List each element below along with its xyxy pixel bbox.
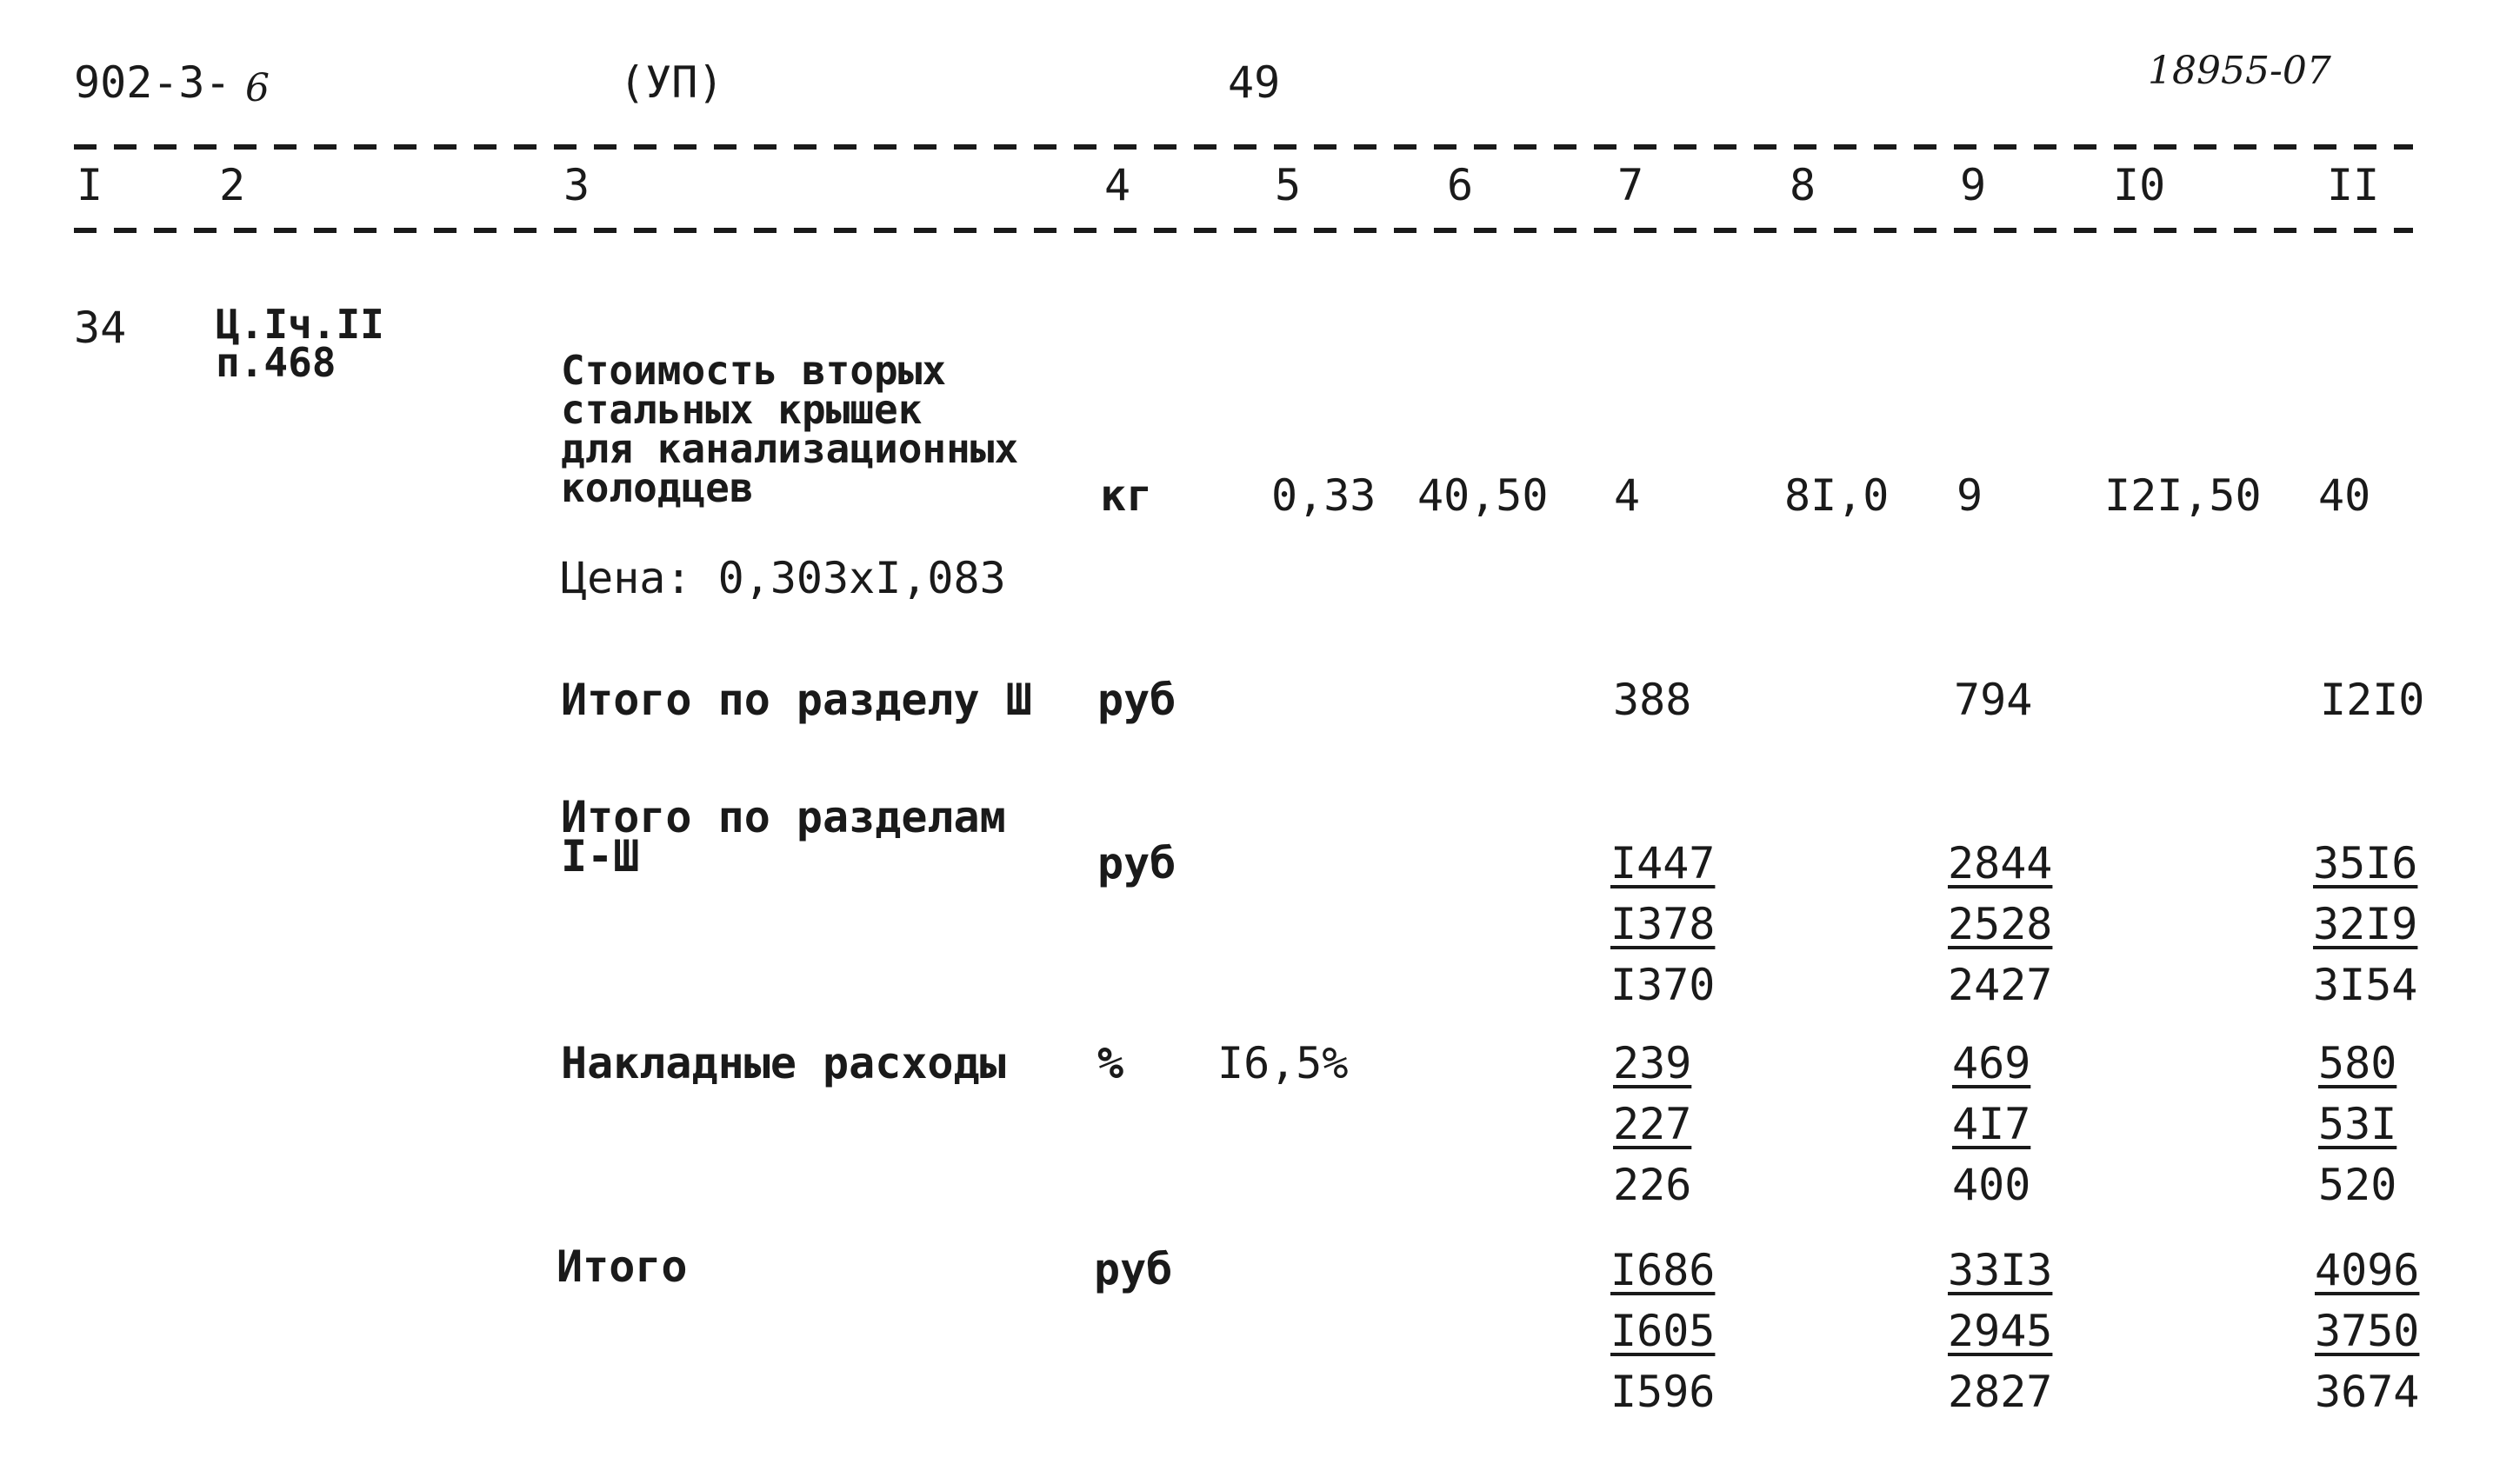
item-c8: 8I,0 bbox=[1784, 470, 1890, 521]
item-c11: 40 bbox=[2318, 470, 2371, 521]
total-sections-c11-line1: 35I6 bbox=[2313, 838, 2418, 888]
grand-total-c11-line2: 3750 bbox=[2315, 1306, 2420, 1356]
doc-code: 902-3- bbox=[74, 57, 231, 108]
page-number: 49 bbox=[1228, 57, 1281, 108]
total-sections-label: Итого по разделам I-Ш bbox=[561, 792, 1006, 882]
overhead-c9-line1: 469 bbox=[1952, 1038, 2031, 1088]
total-sections-c11-line2: 32I9 bbox=[2313, 899, 2418, 949]
column-header-2: 2 bbox=[219, 160, 246, 210]
column-header-8: 8 bbox=[1790, 160, 1816, 210]
column-header-11: II bbox=[2327, 160, 2380, 210]
item-quantity: 0,33 bbox=[1271, 470, 1376, 521]
total-sections-c9-line3: 2427 bbox=[1948, 960, 2053, 1010]
item-unit: кг bbox=[1100, 470, 1153, 521]
overhead-label: Накладные расходы bbox=[561, 1038, 1006, 1088]
column-header-9: 9 bbox=[1960, 160, 1987, 210]
grand-total-c7-line2: I605 bbox=[1610, 1306, 1716, 1356]
grand-total-c7-line3: I596 bbox=[1610, 1367, 1716, 1417]
total-sections-c7-line3: I370 bbox=[1610, 960, 1716, 1010]
total-sections-c7-line1: I447 bbox=[1610, 838, 1716, 888]
overhead-c9-line3: 400 bbox=[1952, 1160, 2031, 1210]
total-section-c11: I2I0 bbox=[2320, 675, 2425, 725]
item-c10: I2I,50 bbox=[2104, 470, 2262, 521]
total-section-c9: 794 bbox=[1954, 675, 2033, 725]
section-code: (УП) bbox=[619, 57, 724, 108]
archive-stamp-number: 18955-07 bbox=[2148, 49, 2331, 93]
doc-code-handwritten: 6 bbox=[245, 66, 270, 110]
column-header-6: 6 bbox=[1447, 160, 1474, 210]
item-number: 34 bbox=[74, 303, 127, 353]
total-section-c7: 388 bbox=[1613, 675, 1692, 725]
overhead-c11-line1: 580 bbox=[2318, 1038, 2397, 1088]
total-sections-c9-line1: 2844 bbox=[1948, 838, 2053, 888]
item-unit-cost: 40,50 bbox=[1417, 470, 1549, 521]
overhead-unit: % bbox=[1097, 1038, 1124, 1088]
item-description: Стоимость вторых стальных крышек для канализационных колодцев bbox=[561, 347, 1019, 512]
column-header-10: I0 bbox=[2113, 160, 2166, 210]
item-price-formula: Цена: 0,303хI,083 bbox=[561, 553, 1006, 603]
total-sections-c7-line2: I378 bbox=[1610, 899, 1716, 949]
grand-total-c11-line1: 4096 bbox=[2315, 1245, 2420, 1295]
grand-total-c9-line3: 2827 bbox=[1948, 1367, 2053, 1417]
item-c9: 9 bbox=[1956, 470, 1983, 521]
overhead-c7-line3: 226 bbox=[1613, 1160, 1692, 1210]
header-divider-top bbox=[74, 144, 2413, 150]
column-header-1: I bbox=[77, 160, 103, 210]
total-sections-c11-line3: 3I54 bbox=[2313, 960, 2418, 1010]
column-header-7: 7 bbox=[1617, 160, 1644, 210]
column-header-3: 3 bbox=[563, 160, 590, 210]
overhead-c7-line2: 227 bbox=[1613, 1099, 1692, 1149]
grand-total-c7-line1: I686 bbox=[1610, 1245, 1716, 1295]
overhead-c9-line2: 4I7 bbox=[1952, 1099, 2031, 1149]
column-header-4: 4 bbox=[1104, 160, 1131, 210]
total-section-unit: руб bbox=[1097, 675, 1177, 725]
overhead-c11-line2: 53I bbox=[2318, 1099, 2397, 1149]
item-c7: 4 bbox=[1614, 470, 1641, 521]
grand-total-label: Итого bbox=[557, 1241, 688, 1292]
total-sections-unit: руб bbox=[1097, 838, 1177, 888]
grand-total-c9-line1: 33I3 bbox=[1948, 1245, 2053, 1295]
overhead-c7-line1: 239 bbox=[1613, 1038, 1692, 1088]
grand-total-c11-line3: 3674 bbox=[2315, 1367, 2420, 1417]
overhead-c11-line3: 520 bbox=[2318, 1160, 2397, 1210]
total-sections-c9-line2: 2528 bbox=[1948, 899, 2053, 949]
header-divider-bottom bbox=[74, 228, 2413, 233]
grand-total-unit: руб bbox=[1094, 1244, 1173, 1294]
grand-total-c9-line2: 2945 bbox=[1948, 1306, 2053, 1356]
item-reference: Ц.Iч.II п.468 bbox=[216, 301, 384, 386]
total-section-label: Итого по разделу Ш bbox=[561, 675, 1032, 725]
overhead-rate: I6,5% bbox=[1217, 1038, 1349, 1088]
column-header-5: 5 bbox=[1275, 160, 1302, 210]
